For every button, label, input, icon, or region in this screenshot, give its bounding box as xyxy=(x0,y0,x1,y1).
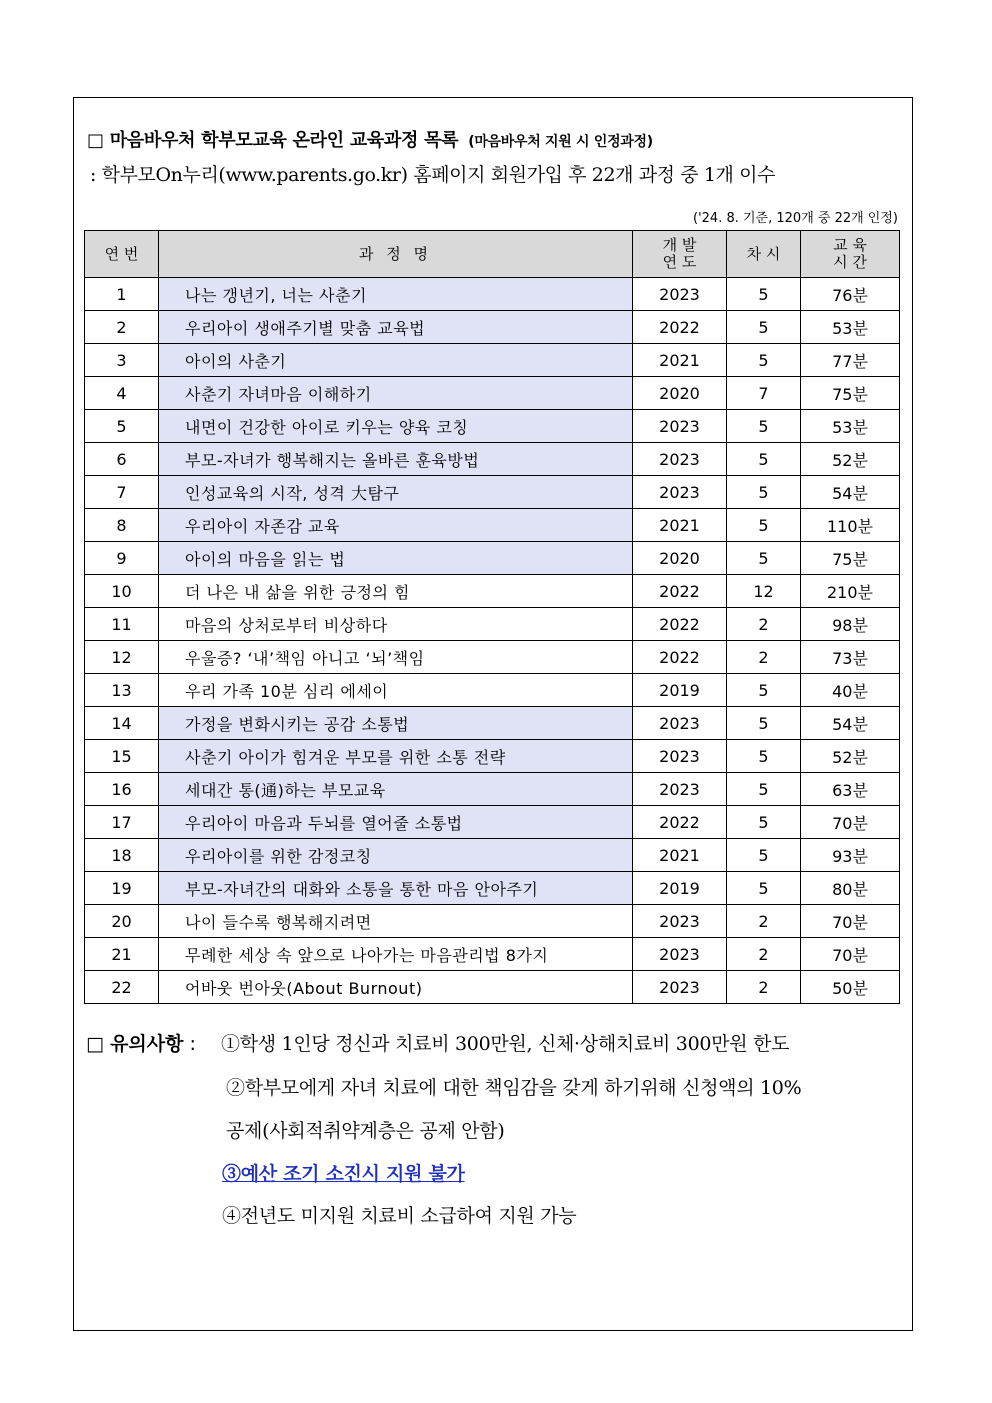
cell-course-name: 우리 가족 10분 심리 에세이 xyxy=(159,674,633,707)
course-table-body xyxy=(85,278,900,1004)
cell-no: 17 xyxy=(85,806,159,839)
cell-sessions: 5 xyxy=(727,311,801,344)
cell-no: 20 xyxy=(85,905,159,938)
cell-time: 73분 xyxy=(801,641,900,674)
cell-no: 15 xyxy=(85,740,159,773)
cell-year: 2023 xyxy=(633,938,727,971)
table-row xyxy=(85,938,900,971)
cell-course-name: 우리아이 마음과 두뇌를 열어줄 소통법 xyxy=(159,806,633,839)
cell-sessions: 5 xyxy=(727,278,801,311)
cell-course-name: 어바웃 번아웃(About Burnout) xyxy=(159,971,633,1004)
table-row xyxy=(85,971,900,1004)
note-item-2: ②학부모에게 자녀 치료에 대한 책임감을 갖게 하기위해 신청액의 10% xyxy=(226,1077,802,1099)
course-table xyxy=(84,230,900,1004)
cell-time: 50분 xyxy=(801,971,900,1004)
cell-no: 18 xyxy=(85,839,159,872)
header-time xyxy=(801,231,900,278)
cell-no: 16 xyxy=(85,773,159,806)
cell-year: 2020 xyxy=(633,377,727,410)
cell-time: 52분 xyxy=(801,443,900,476)
cell-time: 77분 xyxy=(801,344,900,377)
cell-sessions: 12 xyxy=(727,575,801,608)
cell-course-name: 아이의 마음을 읽는 법 xyxy=(159,542,633,575)
cell-sessions: 5 xyxy=(727,509,801,542)
table-row xyxy=(85,575,900,608)
cell-course-name: 가정을 변화시키는 공감 소통법 xyxy=(159,707,633,740)
cell-sessions: 2 xyxy=(727,905,801,938)
subtitle: : 학부모On누리(www.parents.go.kr) 홈페이지 회원가입 후 22개 과정 중 1개 이수 xyxy=(90,164,776,186)
cell-year: 2023 xyxy=(633,740,727,773)
cell-course-name: 나이 들수록 행복해지려면 xyxy=(159,905,633,938)
cell-time: 63분 xyxy=(801,773,900,806)
cell-time: 70분 xyxy=(801,938,900,971)
cell-no: 22 xyxy=(85,971,159,1004)
cell-time: 80분 xyxy=(801,872,900,905)
table-row xyxy=(85,806,900,839)
cell-sessions: 5 xyxy=(727,674,801,707)
table-row xyxy=(85,410,900,443)
cell-no: 1 xyxy=(85,278,159,311)
cell-year: 2023 xyxy=(633,410,727,443)
cell-course-name: 더 나은 내 삶을 위한 긍정의 힘 xyxy=(159,575,633,608)
cell-year: 2022 xyxy=(633,575,727,608)
cell-time: 70분 xyxy=(801,905,900,938)
table-row xyxy=(85,608,900,641)
cell-course-name: 우리아이 자존감 교육 xyxy=(159,509,633,542)
cell-course-name: 사춘기 자녀마음 이해하기 xyxy=(159,377,633,410)
notes-heading xyxy=(86,1029,196,1056)
cell-year: 2022 xyxy=(633,311,727,344)
cell-time: 54분 xyxy=(801,707,900,740)
header-year-line1: 개 발 xyxy=(662,236,697,254)
table-row xyxy=(85,476,900,509)
cell-no: 2 xyxy=(85,311,159,344)
note-item-3-link[interactable]: ③예산 조기 소진시 지원 불가 xyxy=(222,1163,465,1185)
basis-note: ('24. 8. 기준, 120개 중 22개 인정) xyxy=(693,211,898,226)
cell-no: 3 xyxy=(85,344,159,377)
header-year xyxy=(633,231,727,278)
cell-sessions: 5 xyxy=(727,872,801,905)
table-row xyxy=(85,443,900,476)
cell-course-name: 내면이 건강한 아이로 키우는 양육 코칭 xyxy=(159,410,633,443)
cell-no: 8 xyxy=(85,509,159,542)
table-row xyxy=(85,377,900,410)
cell-time: 75분 xyxy=(801,542,900,575)
header-name: 과 정 명 xyxy=(159,231,633,278)
cell-course-name: 우울증? ‘내’책임 아니고 ‘뇌’책임 xyxy=(159,641,633,674)
cell-no: 10 xyxy=(85,575,159,608)
header-sessions: 차 시 xyxy=(727,231,801,278)
table-row xyxy=(85,311,900,344)
cell-course-name: 사춘기 아이가 힘겨운 부모를 위한 소통 전략 xyxy=(159,740,633,773)
cell-no: 9 xyxy=(85,542,159,575)
cell-sessions: 5 xyxy=(727,410,801,443)
cell-sessions: 5 xyxy=(727,707,801,740)
table-row xyxy=(85,740,900,773)
cell-year: 2023 xyxy=(633,443,727,476)
table-row xyxy=(85,707,900,740)
cell-no: 13 xyxy=(85,674,159,707)
cell-time: 54분 xyxy=(801,476,900,509)
table-row xyxy=(85,542,900,575)
table-row xyxy=(85,278,900,311)
header-year-line2: 연 도 xyxy=(662,253,697,271)
cell-sessions: 5 xyxy=(727,443,801,476)
note-item-1: ①학생 1인당 정신과 치료비 300만원, 신체·상해치료비 300만원 한도 xyxy=(221,1033,790,1055)
cell-year: 2023 xyxy=(633,971,727,1004)
cell-year: 2021 xyxy=(633,344,727,377)
cell-year: 2021 xyxy=(633,509,727,542)
cell-sessions: 5 xyxy=(727,839,801,872)
cell-sessions: 5 xyxy=(727,476,801,509)
cell-course-name: 아이의 사춘기 xyxy=(159,344,633,377)
cell-no: 6 xyxy=(85,443,159,476)
cell-year: 2022 xyxy=(633,641,727,674)
cell-time: 53분 xyxy=(801,410,900,443)
cell-year: 2023 xyxy=(633,773,727,806)
header-time-line2: 시 간 xyxy=(833,253,867,271)
cell-course-name: 나는 갱년기, 너는 사춘기 xyxy=(159,278,633,311)
header-no: 연 번 xyxy=(85,231,159,278)
cell-time: 98분 xyxy=(801,608,900,641)
cell-year: 2022 xyxy=(633,806,727,839)
cell-time: 70분 xyxy=(801,806,900,839)
cell-no: 5 xyxy=(85,410,159,443)
cell-no: 7 xyxy=(85,476,159,509)
table-row xyxy=(85,839,900,872)
cell-course-name: 마음의 상처로부터 비상하다 xyxy=(159,608,633,641)
cell-time: 40분 xyxy=(801,674,900,707)
page-title xyxy=(87,126,653,152)
cell-course-name: 세대간 통(通)하는 부모교육 xyxy=(159,773,633,806)
cell-year: 2019 xyxy=(633,674,727,707)
cell-no: 12 xyxy=(85,641,159,674)
cell-year: 2023 xyxy=(633,476,727,509)
cell-sessions: 2 xyxy=(727,641,801,674)
cell-sessions: 2 xyxy=(727,971,801,1004)
table-row xyxy=(85,674,900,707)
cell-sessions: 2 xyxy=(727,938,801,971)
cell-sessions: 5 xyxy=(727,740,801,773)
cell-no: 14 xyxy=(85,707,159,740)
checkbox-square-icon: □ xyxy=(87,130,104,151)
cell-course-name: 부모-자녀가 행복해지는 올바른 훈육방법 xyxy=(159,443,633,476)
table-row xyxy=(85,773,900,806)
cell-year: 2022 xyxy=(633,608,727,641)
cell-sessions: 7 xyxy=(727,377,801,410)
cell-sessions: 2 xyxy=(727,608,801,641)
table-row xyxy=(85,344,900,377)
cell-no: 21 xyxy=(85,938,159,971)
cell-year: 2023 xyxy=(633,707,727,740)
cell-time: 53분 xyxy=(801,311,900,344)
cell-no: 4 xyxy=(85,377,159,410)
cell-time: 75분 xyxy=(801,377,900,410)
cell-course-name: 부모-자녀간의 대화와 소통을 통한 마음 안아주기 xyxy=(159,872,633,905)
cell-course-name: 인성교육의 시작, 성격 大탐구 xyxy=(159,476,633,509)
note-item-4: ④전년도 미지원 치료비 소급하여 지원 가능 xyxy=(222,1205,577,1227)
title-sub: (마음바우처 지원 시 인정과정) xyxy=(468,134,653,150)
table-row xyxy=(85,641,900,674)
cell-time: 210분 xyxy=(801,575,900,608)
table-row xyxy=(85,872,900,905)
cell-sessions: 5 xyxy=(727,773,801,806)
cell-year: 2021 xyxy=(633,839,727,872)
cell-no: 19 xyxy=(85,872,159,905)
cell-no: 11 xyxy=(85,608,159,641)
cell-time: 93분 xyxy=(801,839,900,872)
header-time-line1: 교 육 xyxy=(833,236,867,254)
cell-time: 110분 xyxy=(801,509,900,542)
cell-course-name: 우리아이 생애주기별 맞춤 교육법 xyxy=(159,311,633,344)
cell-sessions: 5 xyxy=(727,344,801,377)
cell-time: 52분 xyxy=(801,740,900,773)
title-main: 마음바우처 학부모교육 온라인 교육과정 목록 xyxy=(109,130,459,151)
cell-sessions: 5 xyxy=(727,806,801,839)
cell-year: 2019 xyxy=(633,872,727,905)
cell-time: 76분 xyxy=(801,278,900,311)
table-header-row xyxy=(85,231,900,278)
note-item-2-cont: 공제(사회적취약계층은 공제 안함) xyxy=(226,1120,505,1142)
cell-sessions: 5 xyxy=(727,542,801,575)
cell-course-name: 우리아이를 위한 감정코칭 xyxy=(159,839,633,872)
notes-checkbox-square-icon: □ xyxy=(86,1033,104,1055)
cell-year: 2020 xyxy=(633,542,727,575)
cell-year: 2023 xyxy=(633,278,727,311)
cell-year: 2023 xyxy=(633,905,727,938)
table-row xyxy=(85,509,900,542)
cell-course-name: 무례한 세상 속 앞으로 나아가는 마음관리법 8가지 xyxy=(159,938,633,971)
notes-colon: : xyxy=(189,1033,196,1055)
table-row xyxy=(85,905,900,938)
notes-label: 유의사항 xyxy=(110,1033,184,1055)
